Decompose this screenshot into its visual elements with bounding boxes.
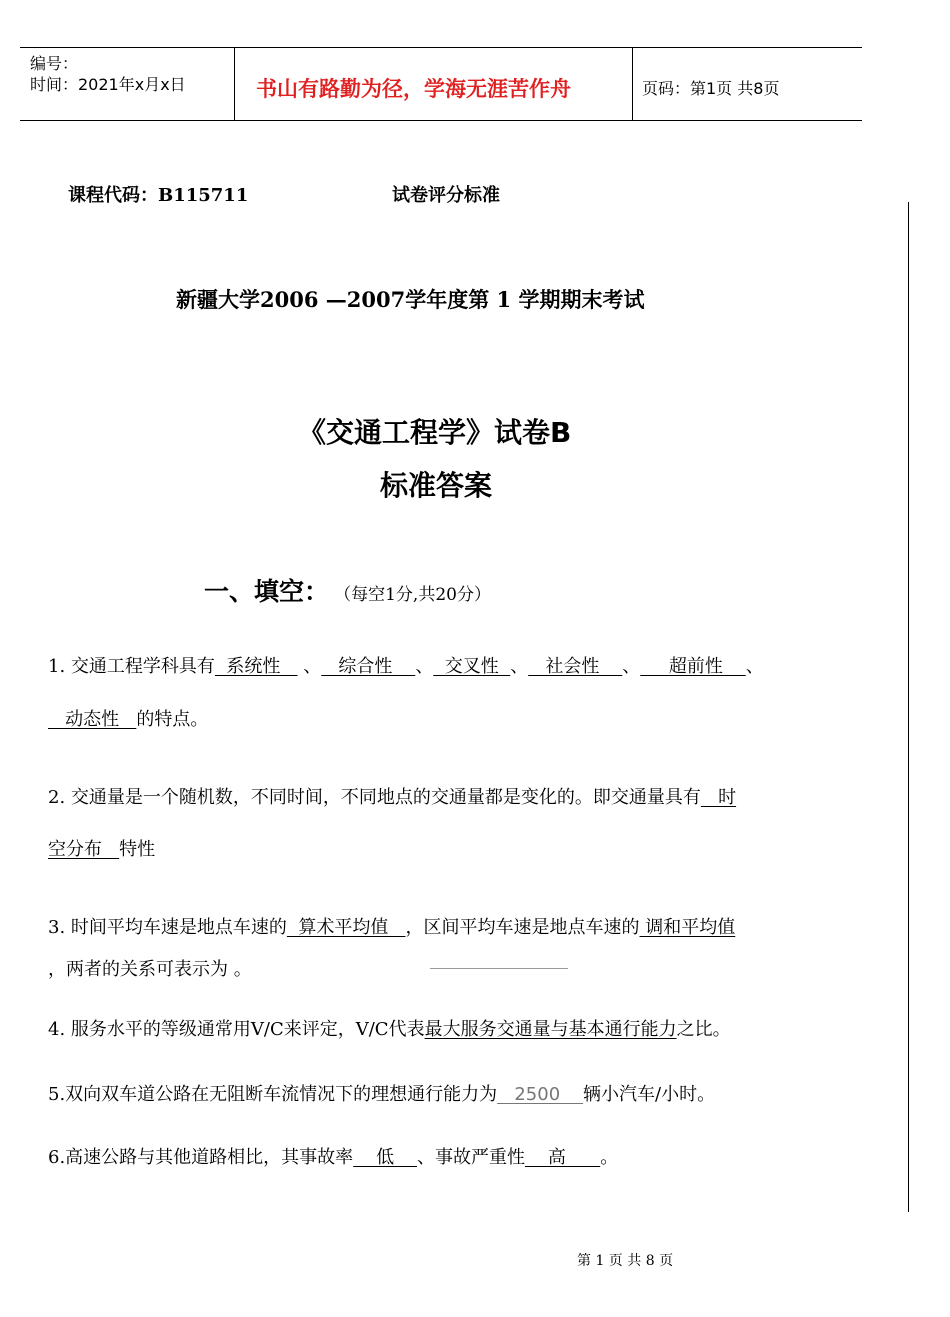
section-heading xyxy=(204,572,491,608)
page-footer: 第 1 页 共 8 页 xyxy=(577,1253,674,1269)
q3-prefix: 3. 时间平均车速是地点车速的 xyxy=(48,917,287,938)
header-divider-left xyxy=(234,47,235,121)
question-3-line-2 xyxy=(48,955,252,981)
exam-subtitle: 标准答案 xyxy=(380,469,493,502)
header-page-info: 页码：第1页 共8页 xyxy=(642,79,780,98)
q2-answer-part-2: 空分布 xyxy=(48,839,120,860)
section-score-note: （每空1分,共20分） xyxy=(334,585,491,605)
question-1-line-2 xyxy=(48,705,208,731)
q1-answer-6: 动态性 xyxy=(48,709,137,730)
question-4 xyxy=(48,1015,731,1041)
header-divider-right xyxy=(632,47,633,121)
q2-suffix: 特性 xyxy=(119,839,156,860)
exam-title: 《交通工程学》试卷B xyxy=(298,416,572,449)
q6-answer-2: 高 xyxy=(524,1147,601,1168)
q3-middle: ，区间平均车速是地点车速的 xyxy=(405,917,640,938)
q1-suffix: 的特点。 xyxy=(136,709,209,730)
q1-answer-2: 综合性 xyxy=(321,656,416,677)
q5-prefix: 5.双向双车道公路在无阻断车流情况下的理想通行能力为 xyxy=(48,1084,498,1105)
q1-separator-1: 、 xyxy=(297,656,322,677)
q1-answer-4: 社会性 xyxy=(528,656,623,677)
q2-answer-part-1: 时 xyxy=(700,787,737,808)
section-title: 一、填空： xyxy=(204,577,330,606)
q3-suffix: ，两者的关系可表示为 。 xyxy=(48,959,252,980)
right-margin-rule xyxy=(908,202,909,1212)
q3-answer-1: 算术平均值 xyxy=(286,917,406,938)
question-3-line-1 xyxy=(48,913,735,939)
q3-answer-2: 调和平均值 xyxy=(639,917,736,938)
header-top-border xyxy=(20,47,862,48)
header-number-label: 编号： xyxy=(30,54,79,73)
university-exam-line: 新疆大学2006 —2007学年度第 1 学期期末考试 xyxy=(176,287,645,312)
q4-prefix: 4. 服务水平的等级通常用V/C来评定，V/C代表 xyxy=(48,1019,425,1040)
q1-prefix: 1. 交通工程学科具有 xyxy=(48,656,215,677)
q1-separator-3: 、 xyxy=(510,656,529,677)
header-motto: 书山有路勤为径，学海无涯苦作舟 xyxy=(256,77,571,101)
question-5 xyxy=(48,1080,715,1106)
question-2-line-1 xyxy=(48,783,736,809)
q6-suffix: 。 xyxy=(600,1147,619,1168)
header-time-label: 时间：2021年x月x日 xyxy=(30,75,186,94)
q6-answer-1: 低 xyxy=(353,1147,417,1168)
q6-middle: 、事故严重性 xyxy=(416,1147,525,1168)
q1-answer-3: 交叉性 xyxy=(433,656,511,677)
q1-answer-1: 系统性 xyxy=(214,656,298,677)
q3-formula-placeholder xyxy=(430,968,568,969)
q4-suffix: 之比。 xyxy=(676,1019,731,1040)
q1-answer-5: 超前性 xyxy=(640,656,746,677)
header-bottom-border xyxy=(20,120,862,121)
question-6 xyxy=(48,1143,618,1169)
q2-prefix: 2. 交通量是一个随机数，不同时间，不同地点的交通量都是变化的。即交通量具有 xyxy=(48,787,701,808)
q4-answer: 最大服务交通量与基本通行能力 xyxy=(424,1019,677,1040)
q1-separator-5: 、 xyxy=(745,656,764,677)
q1-separator-4: 、 xyxy=(622,656,641,677)
q1-separator-2: 、 xyxy=(415,656,434,677)
q6-prefix: 6.高速公路与其他道路相比，其事故率 xyxy=(48,1147,354,1168)
q5-suffix: 辆小汽车/小时。 xyxy=(583,1084,716,1105)
question-2-line-2 xyxy=(48,835,155,861)
question-1-line-1 xyxy=(48,652,764,678)
course-code: 课程代码：B115711 xyxy=(68,185,249,206)
grading-standard-label: 试卷评分标准 xyxy=(392,185,500,206)
q5-answer: 2500 xyxy=(497,1084,584,1105)
